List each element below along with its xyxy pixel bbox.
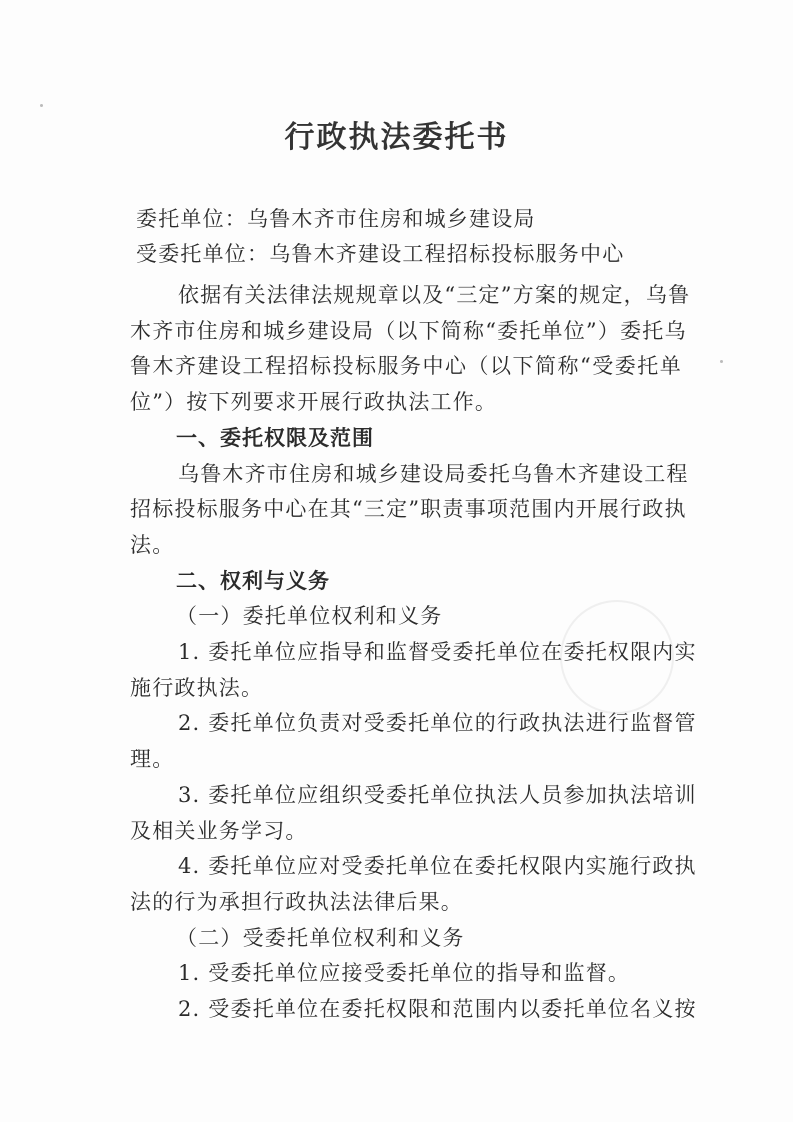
entrusting-unit-line: 委托单位：乌鲁木齐市住房和城乡建设局 bbox=[136, 207, 536, 231]
subsection-heading: （二）受委托单位权利和义务 bbox=[176, 926, 465, 950]
list-item: 1. 委托单位应指导和监督受委托单位在委托权限内实 bbox=[178, 640, 697, 664]
subsection-heading: （一）委托单位权利和义务 bbox=[176, 604, 443, 628]
paragraph-line: 依据有关法律法规规章以及“三定”方案的规定，乌鲁 bbox=[178, 283, 691, 307]
document-title: 行政执法委托书 bbox=[284, 120, 509, 155]
paragraph-line: 位”）按下列要求开展行政执法工作。 bbox=[130, 390, 498, 414]
list-item: 1. 受委托单位应接受委托单位的指导和监督。 bbox=[178, 961, 631, 985]
entrusted-unit-line: 受委托单位：乌鲁木齐建设工程招标投标服务中心 bbox=[136, 242, 625, 266]
list-item: 4. 委托单位应对受委托单位在委托权限内实施行政执 bbox=[178, 854, 697, 878]
paragraph-line: 乌鲁木齐市住房和城乡建设局委托乌鲁木齐建设工程 bbox=[178, 462, 689, 486]
paragraph-line: 木齐市住房和城乡建设局（以下简称“委托单位”）委托乌 bbox=[130, 319, 687, 343]
list-item: 2. 受委托单位在委托权限和范围内以委托单位名义按 bbox=[178, 997, 697, 1021]
list-item-continuation: 法的行为承担行政执法法律后果。 bbox=[130, 890, 463, 914]
paragraph-line: 招标投标服务中心在其“三定”职责事项范围内开展行政执 bbox=[130, 497, 687, 521]
paragraph-line: 法。 bbox=[130, 533, 175, 557]
scan-speck bbox=[40, 104, 43, 107]
faint-stamp-mark bbox=[560, 600, 674, 714]
scan-speck bbox=[720, 360, 723, 363]
paragraph-line: 鲁木齐建设工程招标投标服务中心（以下简称“受委托单 bbox=[130, 354, 682, 378]
section-heading: 一、委托权限及范围 bbox=[176, 426, 374, 450]
section-heading: 二、权利与义务 bbox=[176, 569, 330, 593]
list-item: 3. 委托单位应组织受委托单位执法人员参加执法培训 bbox=[178, 783, 697, 807]
list-item: 2. 委托单位负责对受委托单位的行政执法进行监督管 bbox=[178, 711, 697, 735]
list-item-continuation: 及相关业务学习。 bbox=[130, 819, 308, 843]
list-item-continuation: 理。 bbox=[130, 747, 175, 771]
list-item-continuation: 施行政执法。 bbox=[130, 676, 264, 700]
